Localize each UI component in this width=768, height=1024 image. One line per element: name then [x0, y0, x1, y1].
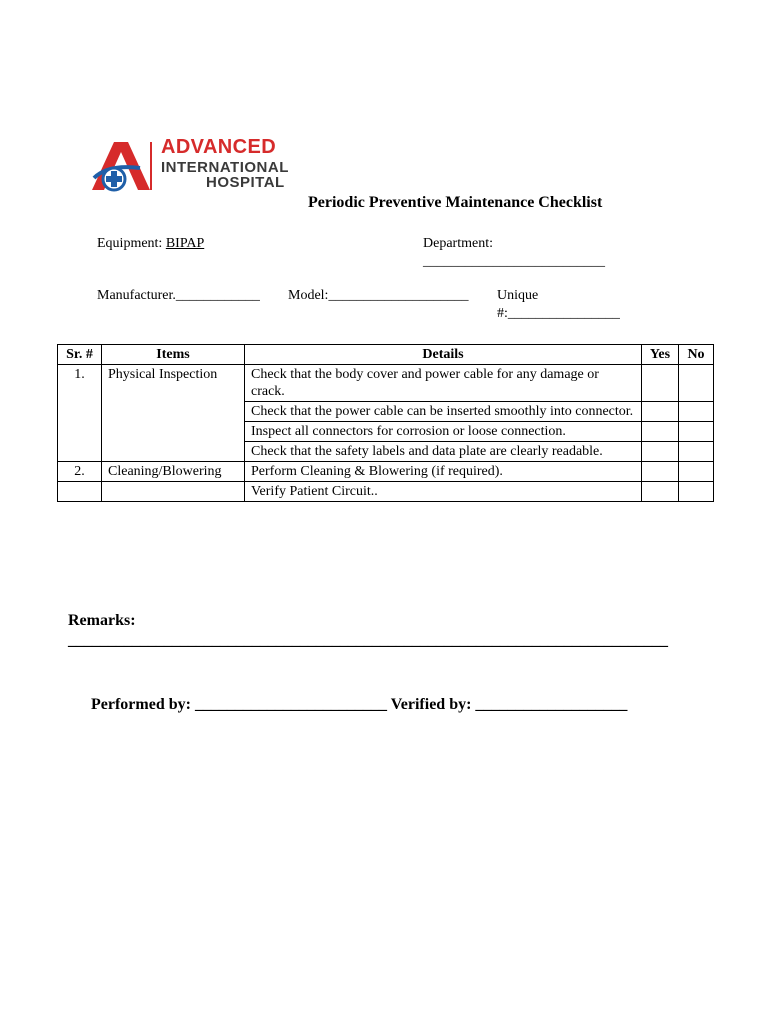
- no-cell[interactable]: [679, 462, 714, 482]
- row-detail: Verify Patient Circuit..: [245, 482, 642, 502]
- equipment-field: [97, 236, 204, 252]
- table-header-row: [58, 345, 714, 365]
- header-no: No: [679, 345, 714, 365]
- logo-text-international: INTERNATIONAL: [161, 159, 289, 176]
- row-detail: Check that the power cable can be inserted smoothly into connector.: [245, 402, 642, 422]
- table-row: [58, 462, 714, 482]
- department-label: Department:: [423, 236, 493, 251]
- row-sr: 2.: [58, 462, 102, 482]
- row-item: [102, 482, 245, 502]
- equipment-value: BIPAP: [165, 236, 205, 251]
- no-cell[interactable]: [679, 442, 714, 462]
- page-title: Periodic Preventive Maintenance Checklist: [308, 194, 603, 211]
- header-details: Details: [245, 345, 642, 365]
- checklist-table: [57, 344, 714, 502]
- logo-text-hospital: HOSPITAL: [206, 174, 285, 191]
- no-cell[interactable]: [679, 482, 714, 502]
- yes-cell[interactable]: [642, 442, 679, 462]
- hospital-logo: [88, 138, 318, 194]
- row-detail: Inspect all connectors for corrosion or loose connection.: [245, 422, 642, 442]
- row-detail: Perform Cleaning & Blowering (if required).: [245, 462, 642, 482]
- logo-text-advanced: ADVANCED: [161, 136, 277, 158]
- signoff-line: [91, 696, 627, 714]
- performed-by-field[interactable]: Performed by: ________________________: [91, 696, 387, 713]
- header-sr: Sr. #: [58, 345, 102, 365]
- header-yes: Yes: [642, 345, 679, 365]
- verified-by-field[interactable]: Verified by: ___________________: [390, 696, 628, 713]
- hospital-logo-mark: [88, 138, 158, 194]
- model-field: Model:____________________: [288, 288, 469, 303]
- no-cell[interactable]: [679, 365, 714, 402]
- yes-cell[interactable]: [642, 365, 679, 402]
- unique-label: Unique: [497, 288, 539, 303]
- manufacturer-field: Manufacturer.____________: [97, 288, 260, 303]
- yes-cell[interactable]: [642, 402, 679, 422]
- logo-divider: [150, 142, 152, 190]
- no-cell[interactable]: [679, 422, 714, 442]
- row-item: Physical Inspection: [102, 365, 245, 462]
- row-sr: [58, 482, 102, 502]
- yes-cell[interactable]: [642, 422, 679, 442]
- header-items: Items: [102, 345, 245, 365]
- row-sr: 1.: [58, 365, 102, 462]
- row-item: Cleaning/Blowering: [102, 462, 245, 482]
- row-detail: Check that the body cover and power cable for any damage or crack.: [245, 365, 642, 402]
- equipment-label: Equipment:: [97, 236, 166, 251]
- department-blank: __________________________: [423, 254, 605, 269]
- table-row: [58, 482, 714, 502]
- remarks-label: Remarks:: [68, 612, 136, 629]
- remarks-line[interactable]: ___________________________________________________________________________: [68, 632, 668, 649]
- yes-cell[interactable]: [642, 462, 679, 482]
- no-cell[interactable]: [679, 402, 714, 422]
- table-row: [58, 365, 714, 402]
- yes-cell[interactable]: [642, 482, 679, 502]
- unique-blank: #:________________: [497, 306, 620, 321]
- row-detail: Check that the safety labels and data plate are clearly readable.: [245, 442, 642, 462]
